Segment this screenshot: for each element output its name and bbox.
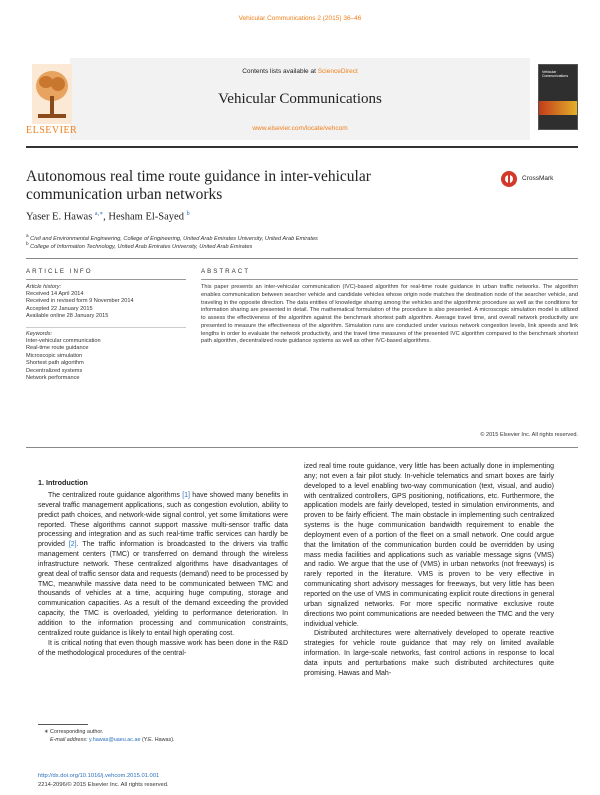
journal-cover-thumbnail xyxy=(538,64,578,130)
keywords-list xyxy=(26,338,101,382)
abstract-heading: ABSTRACT xyxy=(201,268,251,275)
affiliation-b xyxy=(26,241,252,250)
intro-paragraph-1 xyxy=(38,491,288,639)
history-accepted: Accepted 22 January 2015 xyxy=(26,305,93,312)
elsevier-wordmark: ELSEVIER xyxy=(26,125,78,136)
affiliation-b-sup: b xyxy=(26,241,29,246)
issn-copyright: 2214-2096/© 2015 Elsevier Inc. All rights reserved. xyxy=(38,782,169,788)
sciencedirect-link[interactable]: ScienceDirect xyxy=(317,68,358,75)
author-el-sayed-affil[interactable]: b xyxy=(186,211,190,217)
left-body-column xyxy=(38,491,288,658)
journal-name: Vehicular Communications xyxy=(218,91,382,107)
crossmark-label: CrossMark xyxy=(522,175,554,182)
intro-p1-text-c: . The traffic information is broadcasted to the drivers via traffic management centers (TMC) or transferred on demand through the wireless infrastructure network. These centralized algorithms have disadvantages of great deal of traffic sensor data and requests (demand) need to be processed by TMC, meanwhile massive data need to be communicated between TMC and thousands of vehicles at a time, acquiring huge computing, storage and communication capacities. As a result of the demand exceeding the provided capacity, the TMC is overloaded, yielding to performance deterioration. In addition to the information processing and communication constraints, centralized route guidance is likely to entail high operating cost. xyxy=(38,541,289,637)
intro-p1-text-b: have showed many benefits in several traffic management applications, such as congestion evolution, ability to predict path choices, and network-wide signal control, yet some limitations were reported. These algorithms cannot support massive multi-sensor traffic data processing and integration and as such real-time traffic services can hardly be provided xyxy=(38,492,288,549)
journal-url-link[interactable]: www.elsevier.com/locate/vehcom xyxy=(252,125,348,132)
author-hawas: Yaser E. Hawas xyxy=(26,211,93,223)
history-list xyxy=(26,291,134,321)
authors-line xyxy=(26,210,190,223)
citation-2-link[interactable]: [2] xyxy=(68,541,77,549)
contents-prefix: Contents lists available at xyxy=(242,68,318,75)
cover-band xyxy=(539,101,577,115)
author-email-link[interactable]: y.hawas@uaeu.ac.ae xyxy=(88,737,141,743)
article-info-rule xyxy=(26,279,186,280)
keywords-label: Keywords: xyxy=(26,327,186,337)
title-line-2: communication urban networks xyxy=(26,186,223,203)
history-online: Available online 28 January 2015 xyxy=(26,313,109,320)
affiliation-rule xyxy=(26,258,578,259)
header-rule xyxy=(26,146,578,148)
keyword: Shortest path algorithm xyxy=(26,360,84,367)
crossmark-badge[interactable] xyxy=(500,170,580,190)
citation-1-link[interactable]: [1] xyxy=(182,492,190,499)
corresponding-author-note xyxy=(44,729,103,735)
abstract-rule xyxy=(201,279,578,280)
abstract-copyright: © 2015 Elsevier Inc. All rights reserved. xyxy=(480,432,578,438)
intro-paragraph-4: Distributed architectures were alternatively developed to operate reactive strategies for vehicle route guidance that may rely on limited available information. In large-scale networks, fast control actions in response to local data inputs and perturbations make such distributed architectures quite promising. Hawas and Mah- xyxy=(304,630,554,677)
author-hawas-affil[interactable]: a,∗ xyxy=(94,211,104,217)
doi-link[interactable]: http://dx.doi.org/10.1016/j.vehcom.2015.01.001 xyxy=(38,773,160,779)
keyword: Decentralized systems xyxy=(26,367,83,374)
keyword: Inter-vehicular communication xyxy=(26,338,101,344)
elsevier-tree-logo xyxy=(32,64,72,130)
introduction-heading: 1. Introduction xyxy=(38,478,88,487)
article-info-heading: ARTICLE INFO xyxy=(26,268,93,275)
keyword: Network performance xyxy=(26,375,80,382)
abstract-text: This paper presents an inter-vehicular communication (IVC)-based algorithm for real-time route guidance in urban traffic networks. The algorithm enables communication between searcher vehicle and candidate vehicles whose origin node matches the destination node of the searcher vehicle, and traveling in the opposite direction. The data entities of knowledge sharing among the vehicles and the algorithmic procedure as well as the conditions for information sharing are presented in detail. The mathematical formulation of the procedure is also presented. A microscopic simulation model is utilized to assess the effectiveness of the algorithm against the benchmark shortest path algorithm. Average travel time, and overall network productivity are presented to measure the effectiveness of the algorithm. Simulation runs are conducted under various network congestion levels, link speeds and link lengths in order to evaluate the network productivity, and the travel time measures of the presented IVC algorithm compared to the benchmark shortest path algorithm, decentralized route guidance systems as well as other IVC-based algorithms. xyxy=(201,284,578,345)
history-received: Received 14 April 2014 xyxy=(26,291,84,297)
keyword: Microscopic simulation xyxy=(26,352,83,359)
intro-p1-text-a: The centralized route guidance algorithms xyxy=(48,492,183,499)
keyword: Real-time route guidance xyxy=(26,345,89,352)
contents-line xyxy=(70,68,530,75)
affiliation-b-text: College of Information Technology, United Arab Emirates University, United Arab Emirates xyxy=(30,243,253,250)
abstract-bottom-rule xyxy=(26,447,578,448)
cover-title: Vehicular Communications xyxy=(542,70,569,78)
footnote-rule xyxy=(38,724,88,725)
corresponding-author-text: Corresponding author. xyxy=(50,729,104,735)
email-label: E-mail address: xyxy=(50,737,89,743)
right-body-column xyxy=(304,462,554,679)
author-separator: , xyxy=(103,211,109,223)
crossmark-icon xyxy=(500,170,518,188)
title-line-1: Autonomous real time route guidance in inter-vehicular xyxy=(26,168,371,185)
article-title xyxy=(26,168,466,204)
history-revised: Received in revised form 9 November 2014 xyxy=(26,298,134,305)
footnote-star: ∗ xyxy=(44,729,51,735)
intro-paragraph-2: It is critical noting that even though massive work has been done in the R&D of the methodological procedures of the central- xyxy=(38,639,288,657)
email-suffix: (Y.E. Hawas). xyxy=(140,737,175,743)
journal-reference[interactable]: Vehicular Communications 2 (2015) 36–46 xyxy=(238,15,362,22)
email-note xyxy=(50,737,175,743)
affiliation-a-sup: a xyxy=(26,233,29,238)
intro-paragraph-3: ized real time route guidance, very little has been actually done in implementing any; not even a fair pilot study. In-vehicle telematics and smart boxes are fairly developed to a level enabling two-way communication (text, visual, and audio) with centralized controllers, GPS positioning, notifications, etc. Furthermore, the application models are fairly developed, tested in simulation environments, and proven to be fairly efficient. The main obstacle in implementing such centralized systems is the huge communication bandwidth requirement to enable the deployment even of a portion of the fleet on a small network. One could argue that the limitation of the communication burden could be overridden by using mass media facilities and applications such as variable message signs (VMS) and radio. We argue that the use of (VMS) in urban networks (not freeways) is rarely reported in the literature. VMS is proven to be very effective in communicating short advisory messages for freeways, but very little has been reported on the use of VMS in communicating explicit route directions in general urban signalized networks. For more specific normative exclusive route directions two point communications are needed between the TMC and the very individual vehicle. xyxy=(304,463,554,628)
author-el-sayed: Hesham El-Sayed xyxy=(108,211,184,223)
history-label: Article history: xyxy=(26,284,62,290)
affiliation-a-text: Civil and Environmental Engineering, College of Engineering, United Arab Emirates University, United Arab Emirates xyxy=(30,235,318,242)
